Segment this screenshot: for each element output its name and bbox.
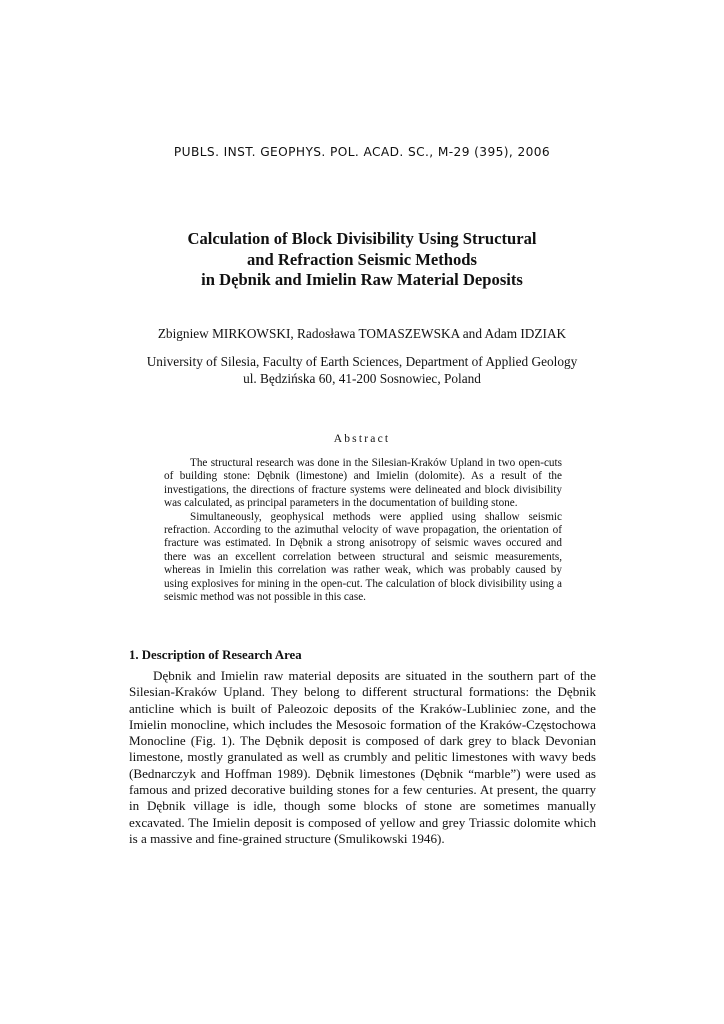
affiliation xyxy=(60,353,664,387)
title-line-3: in Dębnik and Imielin Raw Material Deposits xyxy=(201,270,523,289)
section-1-body xyxy=(129,668,596,847)
abstract-body xyxy=(164,457,562,604)
section-1-paragraph-1: Dębnik and Imielin raw material deposits are situated in the southern part of the Silesian-Kraków Upland. They belong to different structural formations: the Dębnik anticline which is built of Paleozoic deposits of the Kraków-Lubliniec zone, and the Imielin monocline, which includes the Mesosoic formation of the Kraków-Częstochowa Monocline (Fig. 1). The Dębnik deposit is composed of dark grey to black Devonian limestone, mostly granulated as well as crumbly and pelitic limestones with wavy beds (Bednarczyk and Hoffman 1989). Dębnik limestones (Dębnik “marble”) were used as famous and prized decorative building stones for a few centuries. At present, the quarry in Dębnik village is idle, though some blocks of stone are sometimes manually excavated. The Imielin deposit is composed of yellow and grey Triassic dolomite which is a massive and fine-grained structure (Smulikowski 1946). xyxy=(129,668,596,846)
abstract-paragraph-1: The structural research was done in the Silesian-Kraków Upland in two open-cuts of building stone: Dębnik (limestone) and Imielin (dolomite). As a result of the investigations, the directions of fracture systems were delineated and block divisibility was calculated, as principal parameters in the documentation of building stone. xyxy=(164,457,562,510)
journal-header: PUBLS. INST. GEOPHYS. POL. ACAD. SC., M-29 (395), 2006 xyxy=(173,145,551,159)
title-line-2: and Refraction Seismic Methods xyxy=(247,249,477,269)
paper-title xyxy=(100,229,624,291)
abstract-paragraph-2: Simultaneously, geophysical methods were applied using shallow seismic refraction. According to the azimuthal velocity of wave propagation, the orientation of fracture was estimated. In Dębnik a strong anisotropy of seismic waves occured and there was an excellent correlation between structural and seismic measurements, whereas in Imielin this correlation was rather weak, which was probably caused by using explosives for mining in the open-cut. The calculation of block divisibility using a seismic method was not possible in this case. xyxy=(164,510,562,604)
title-line-1: Calculation of Block Divisibility Using Structural xyxy=(187,229,537,248)
abstract-heading: Abstract xyxy=(333,433,391,445)
section-1-title: 1. Description of Research Area xyxy=(129,648,302,662)
affiliation-line-2: ul. Będzińska 60, 41-200 Sosnowiec, Poland xyxy=(243,371,481,386)
affiliation-line-1: University of Silesia, Faculty of Earth Sciences, Department of Applied Geology xyxy=(146,354,578,369)
authors: Zbigniew MIRKOWSKI, Radosława TOMASZEWSKA and Adam IDZIAK xyxy=(157,326,567,341)
